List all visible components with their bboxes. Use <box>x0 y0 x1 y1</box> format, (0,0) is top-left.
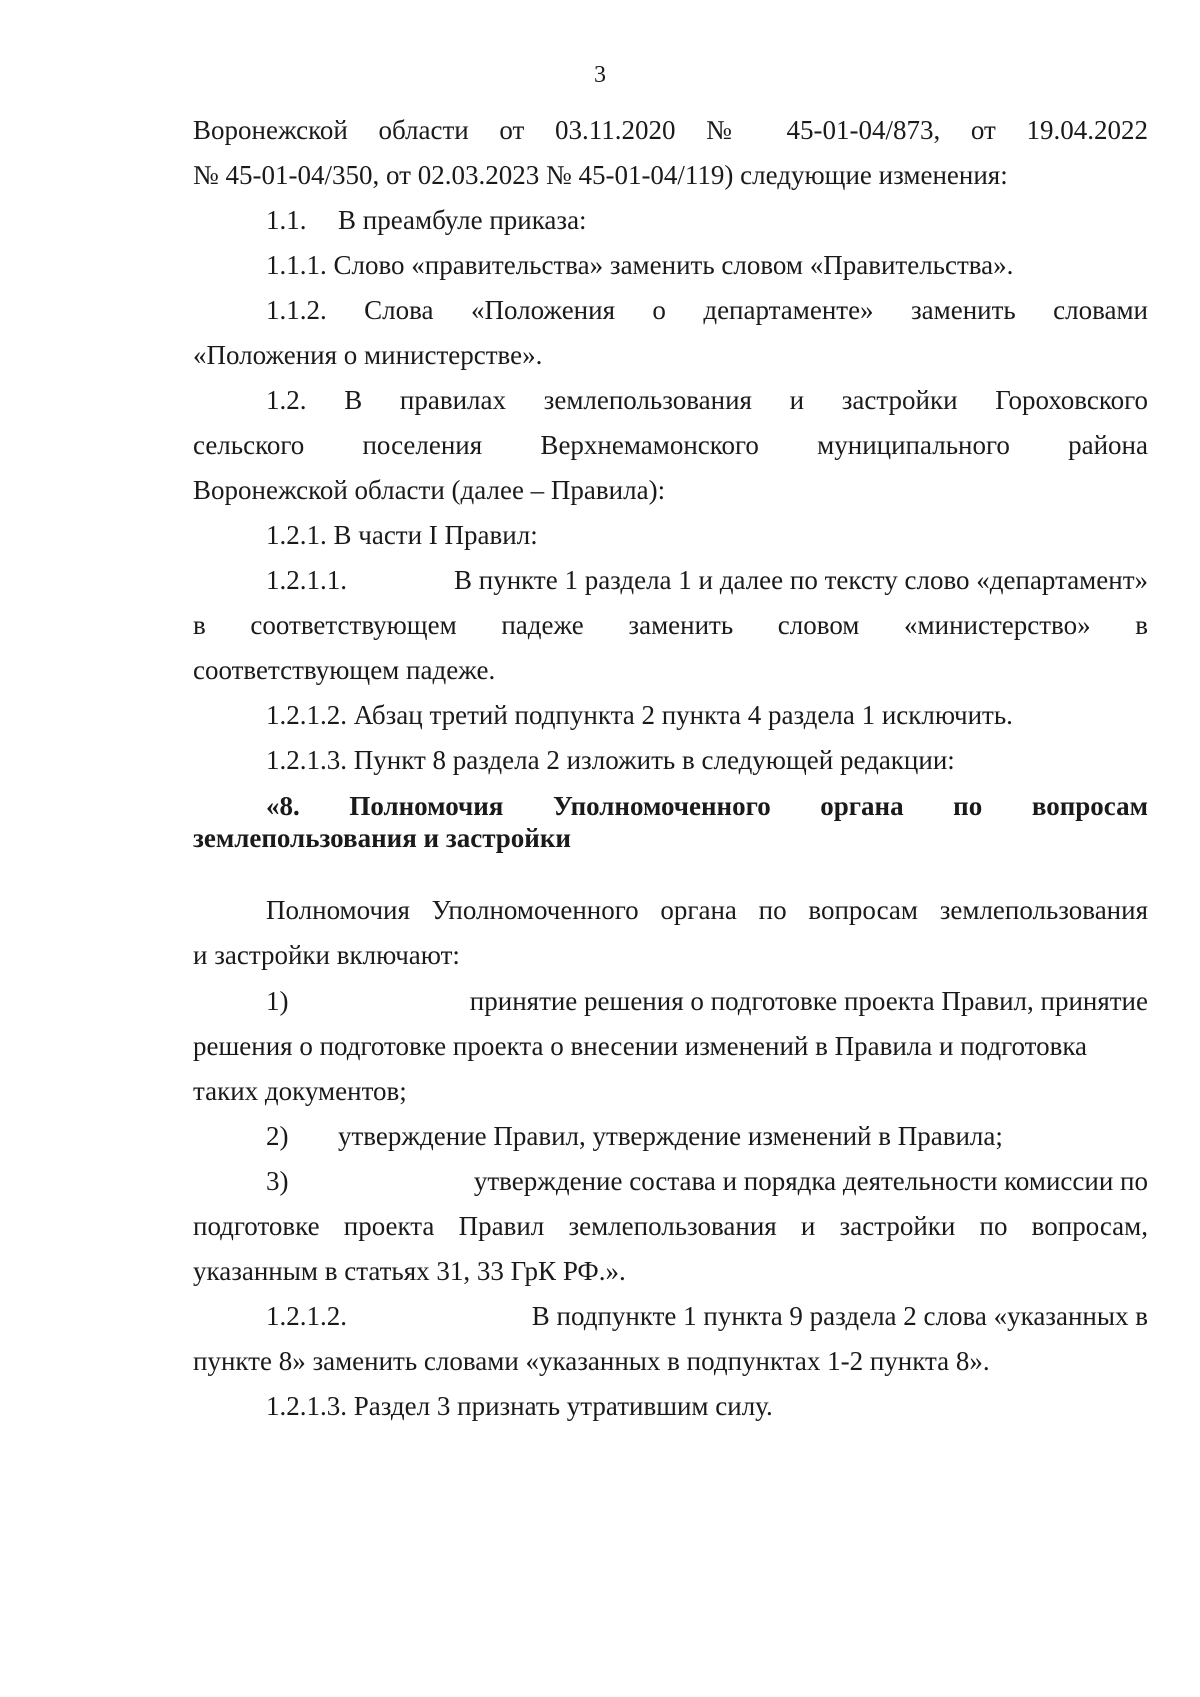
page-number: 3 <box>594 62 606 88</box>
clause-number: 1.2.1.2. <box>266 1301 347 1331</box>
list-text: утверждение состава и порядка деятельности комиссии по <box>473 1166 1148 1196</box>
clause-number: 1.1. <box>266 205 307 235</box>
paragraph-line: решения о подготовке проекта о внесении изменений в Правила и подготовка <box>193 1031 1088 1061</box>
clause-1-2-1-2: 1.2.1.2. Абзац третий подпункта 2 пункта 4 раздела 1 исключить. <box>266 700 1013 730</box>
clause-1-2-1-3: 1.2.1.3. Пункт 8 раздела 2 изложить в следующей редакции: <box>266 745 955 775</box>
list-number: 1) <box>266 986 289 1016</box>
section-8-heading: землепользования и застройки <box>193 823 571 853</box>
clause-1-2-1-2-second <box>266 1300 1148 1332</box>
clause-1-1-1: 1.1.1. Слово «правительства» заменить словом «Правительства». <box>266 250 1014 280</box>
clause-1-1 <box>266 204 1148 236</box>
paragraph-line: сельского поселения Верхнемамонского муниципального района <box>193 430 1148 460</box>
clause-1-1-2: 1.1.2. Слова «Положения о департаменте» заменить словами <box>266 295 1148 325</box>
paragraph-line: подготовке проекта Правил землепользования и застройки по вопросам, <box>193 1211 1148 1241</box>
clause-1-2: 1.2. В правилах землепользования и застройки Гороховского <box>266 385 1148 415</box>
paragraph-line: Воронежской области от 03.11.2020 № 45-01-04/873, от 19.04.2022 <box>193 115 1148 145</box>
paragraph-line: «Положения о министерстве». <box>193 340 543 370</box>
paragraph-line: таких документов; <box>193 1076 407 1106</box>
clause-text: В пункте 1 раздела 1 и далее по тексту слово «департамент» <box>454 565 1148 595</box>
paragraph-line: № 45-01-04/350, от 02.03.2023 № 45-01-04/119) следующие изменения: <box>193 160 1008 190</box>
paragraph-line: Воронежской области (далее – Правила): <box>193 475 666 505</box>
list-item-3 <box>266 1165 1148 1197</box>
clause-text: В преамбуле приказа: <box>338 205 587 235</box>
section-8-heading: «8. Полномочия Уполномоченного органа по вопросам <box>266 791 1148 821</box>
list-number: 3) <box>266 1166 289 1196</box>
list-text: утверждение Правил, утверждение изменений в Правила; <box>338 1121 1003 1151</box>
clause-number: 1.2.1.1. <box>266 565 347 595</box>
clause-1-2-1-1 <box>266 564 1148 596</box>
paragraph-line: Полномочия Уполномоченного органа по вопросам землепользования <box>266 895 1148 925</box>
clause-1-2-1-3-second: 1.2.1.3. Раздел 3 признать утратившим силу. <box>266 1391 773 1421</box>
clause-1-2-1: 1.2.1. В части I Правил: <box>266 520 538 550</box>
clause-text: В подпункте 1 пункта 9 раздела 2 слова «указанных в <box>531 1301 1148 1331</box>
list-item-1 <box>266 985 1148 1017</box>
list-number: 2) <box>266 1121 289 1151</box>
list-text: принятие решения о подготовке проекта Правил, принятие <box>469 986 1148 1016</box>
list-item-2 <box>266 1120 1148 1152</box>
paragraph-line: указанным в статьях 31, 33 ГрК РФ.». <box>193 1256 626 1286</box>
paragraph-line: соответствующем падеже. <box>193 655 496 685</box>
paragraph-line: в соответствующем падеже заменить словом «министерство» в <box>193 610 1148 640</box>
paragraph-line: пункте 8» заменить словами «указанных в подпунктах 1-2 пункта 8». <box>193 1346 990 1376</box>
paragraph-line: и застройки включают: <box>193 940 460 970</box>
